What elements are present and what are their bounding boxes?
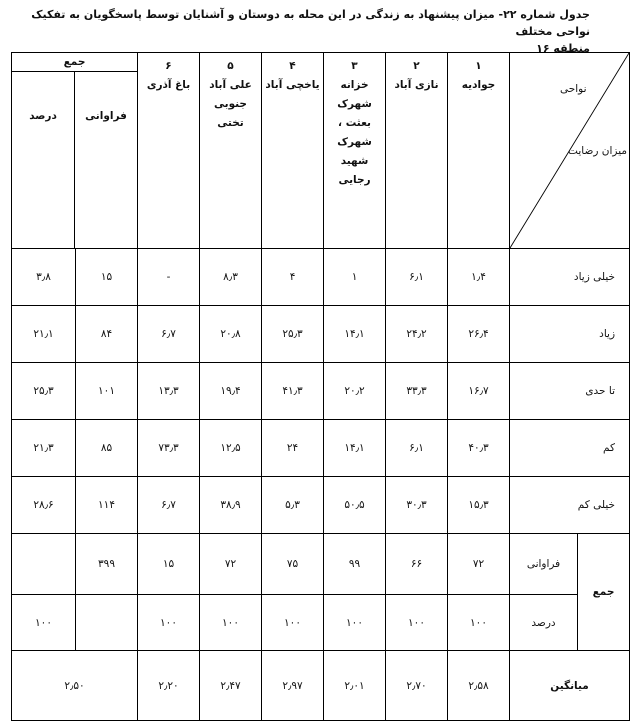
cell: ۲۵٫۳ <box>262 306 324 363</box>
cell: ۱۰۱ <box>76 363 138 420</box>
caption-line-2: منطقه ۱۶ <box>536 42 590 55</box>
cell: ۱۴٫۱ <box>324 420 386 477</box>
table-row <box>12 477 630 534</box>
total-pct-header: درصد <box>29 110 57 122</box>
cell: ۲۰٫۲ <box>324 363 386 420</box>
cell: ۱۰۰ <box>200 595 262 651</box>
cell: ۲٫۲۰ <box>138 651 200 721</box>
col-header-1: ۱ جوادیه <box>448 53 510 249</box>
col-header-5: ۵ علی آباد جنوبی تختی <box>200 53 262 249</box>
cell: ۱۵ <box>138 534 200 595</box>
col-header-3: ۳ خزانه شهرک بعثت ، شهرک شهید رجایی <box>324 53 386 249</box>
satisfaction-table <box>11 52 630 721</box>
cell: ۲٫۴۷ <box>200 651 262 721</box>
cell: ۱٫۴ <box>448 249 510 306</box>
corner-regions-label: نواحی <box>560 83 587 95</box>
cell: ۲۱٫۱ <box>12 306 76 363</box>
cell: ۲۰٫۸ <box>200 306 262 363</box>
cell: ۱۰۰ <box>386 595 448 651</box>
cell: ۱ <box>324 249 386 306</box>
totals-label: جمع <box>578 534 630 651</box>
cell: ۶٫۱ <box>386 420 448 477</box>
cell: ۴۱٫۳ <box>262 363 324 420</box>
cell: ۶٫۷ <box>138 477 200 534</box>
cell: - <box>138 249 200 306</box>
cell: ۱۱۴ <box>76 477 138 534</box>
cell: ۷۲ <box>200 534 262 595</box>
cell: ۱۰۰ <box>138 595 200 651</box>
cell: ۱۰۰ <box>262 595 324 651</box>
corner-satisfaction-label: میزان رضایت <box>568 145 627 157</box>
total-header-label: جمع <box>12 53 137 72</box>
caption-line-1: جدول شماره ۲۲- میزان پیشنهاد به زندگی در این محله به دوستان و آشنایان توسط پاسخگویان به تفکیک نواحی مختلف <box>31 8 590 38</box>
cell: ۳۸٫۹ <box>200 477 262 534</box>
cell: ۶٫۷ <box>138 306 200 363</box>
header-row <box>12 53 630 249</box>
mean-total-cell: ۲٫۵۰ <box>12 651 138 721</box>
table-row <box>12 420 630 477</box>
row-label: کم <box>510 420 630 477</box>
cell: ۳۹۹ <box>76 534 138 595</box>
cell: ۱۰۰ <box>324 595 386 651</box>
cell: ۴ <box>262 249 324 306</box>
cell: ۸۵ <box>76 420 138 477</box>
cell: ۷۲ <box>448 534 510 595</box>
cell: ۱۵٫۳ <box>448 477 510 534</box>
col-header-2: ۲ نازی آباد <box>386 53 448 249</box>
corner-header-cell <box>510 53 630 249</box>
cell <box>76 595 138 651</box>
cell: ۱۳٫۳ <box>138 363 200 420</box>
cell: ۷۳٫۳ <box>138 420 200 477</box>
mean-row <box>12 651 630 721</box>
table-caption <box>10 6 590 57</box>
cell: ۲٫۹۷ <box>262 651 324 721</box>
cell: ۱۴٫۱ <box>324 306 386 363</box>
cell: ۲۱٫۳ <box>12 420 76 477</box>
col-header-4: ۴ یاخچی آباد <box>262 53 324 249</box>
cell: ۲۵٫۳ <box>12 363 76 420</box>
cell: ۹۹ <box>324 534 386 595</box>
cell: ۳۰٫۳ <box>386 477 448 534</box>
row-label: خیلی کم <box>510 477 630 534</box>
cell: ۳۳٫۳ <box>386 363 448 420</box>
table-row <box>12 363 630 420</box>
mean-label: میانگین <box>510 651 630 721</box>
cell: ۵٫۳ <box>262 477 324 534</box>
total-header-cell <box>12 53 138 249</box>
cell: ۱۰۰ <box>448 595 510 651</box>
cell: ۲۴ <box>262 420 324 477</box>
cell: ۵۰٫۵ <box>324 477 386 534</box>
cell: ۴۰٫۳ <box>448 420 510 477</box>
row-label: خیلی زیاد <box>510 249 630 306</box>
pct-label: درصد <box>510 595 578 651</box>
cell: ۱۰۰ <box>12 595 76 651</box>
cell: ۶٫۱ <box>386 249 448 306</box>
cell: ۳٫۸ <box>12 249 76 306</box>
cell: ۸٫۳ <box>200 249 262 306</box>
cell: ۸۴ <box>76 306 138 363</box>
cell: ۲٫۰۱ <box>324 651 386 721</box>
cell: ۲۸٫۶ <box>12 477 76 534</box>
totals-freq-row <box>12 534 630 595</box>
cell: ۲٫۵۸ <box>448 651 510 721</box>
cell: ۱۹٫۴ <box>200 363 262 420</box>
table-row <box>12 306 630 363</box>
totals-pct-row <box>12 595 630 651</box>
total-freq-header: فراوانی <box>74 72 137 248</box>
freq-label: فراوانی <box>510 534 578 595</box>
cell: ۶۶ <box>386 534 448 595</box>
cell: ۷۵ <box>262 534 324 595</box>
cell: ۱۶٫۷ <box>448 363 510 420</box>
row-label: زیاد <box>510 306 630 363</box>
cell: ۱۲٫۵ <box>200 420 262 477</box>
cell: ۱۵ <box>76 249 138 306</box>
cell: ۲٫۷۰ <box>386 651 448 721</box>
table-row <box>12 249 630 306</box>
cell <box>12 534 76 595</box>
col-header-6: ۶ باغ آذری <box>138 53 200 249</box>
row-label: تا حدی <box>510 363 630 420</box>
cell: ۲۴٫۲ <box>386 306 448 363</box>
cell: ۲۶٫۴ <box>448 306 510 363</box>
